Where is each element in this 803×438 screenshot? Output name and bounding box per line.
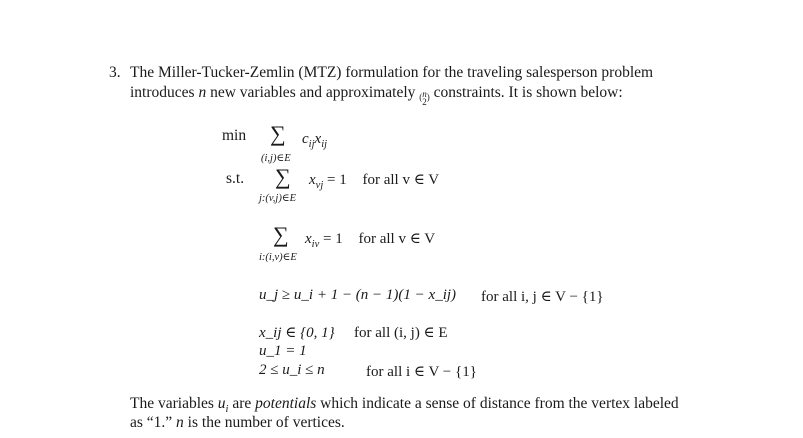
- constraint-4-condition: for all (i, j) ∈ E: [354, 325, 448, 341]
- min-label: min: [222, 127, 247, 144]
- sum-symbol: ∑: [270, 121, 286, 146]
- constraint-4: x_ij ∈ {0, 1}: [259, 325, 335, 341]
- constraint-1: $x_{vj} = 1$ for all v ∈ V: [309, 172, 440, 191]
- constraint-6-condition: for all i ∈ V − {1}: [366, 364, 477, 380]
- intro-line-1: The Miller-Tucker-Zemlin (MTZ) formulation for the traveling salesperson problem: [130, 64, 654, 81]
- intro-line-2: introduces n new variables and approximately ( n 2 ) constraints. It is shown below:: [130, 84, 623, 107]
- sum-symbol: ∑: [275, 164, 291, 189]
- constraint-5: u_1 = 1: [259, 343, 307, 359]
- objective-term: $c_{ij}x_{ij}$: [302, 131, 328, 150]
- constraint-2: $x_{iv} = 1$ for all v ∈ V: [305, 231, 436, 250]
- constraint-3-condition: for all i, j ∈ V − {1}: [481, 289, 604, 305]
- closing-line-1: The variables $u_i$ are potentials which indicate a sense of distance from the vertex labeled: [130, 395, 679, 416]
- constraint-3: u_j ≥ u_i + 1 − (n − 1)(1 − x_ij): [259, 287, 457, 303]
- sum-symbol: ∑: [273, 222, 289, 247]
- closing-line-2: as “1.” n is the number of vertices.: [130, 414, 345, 431]
- st-label: s.t.: [226, 170, 245, 187]
- constraint-2-index: i:(i,v)∈E: [259, 252, 297, 263]
- objective-index: (i,j)∈E: [261, 153, 291, 164]
- problem-number: 3.: [109, 64, 121, 81]
- constraint-1-index: j:(v,j)∈E: [259, 193, 297, 204]
- binomial: ( n 2 ): [419, 88, 430, 107]
- constraint-6: 2 ≤ u_i ≤ n: [259, 362, 325, 378]
